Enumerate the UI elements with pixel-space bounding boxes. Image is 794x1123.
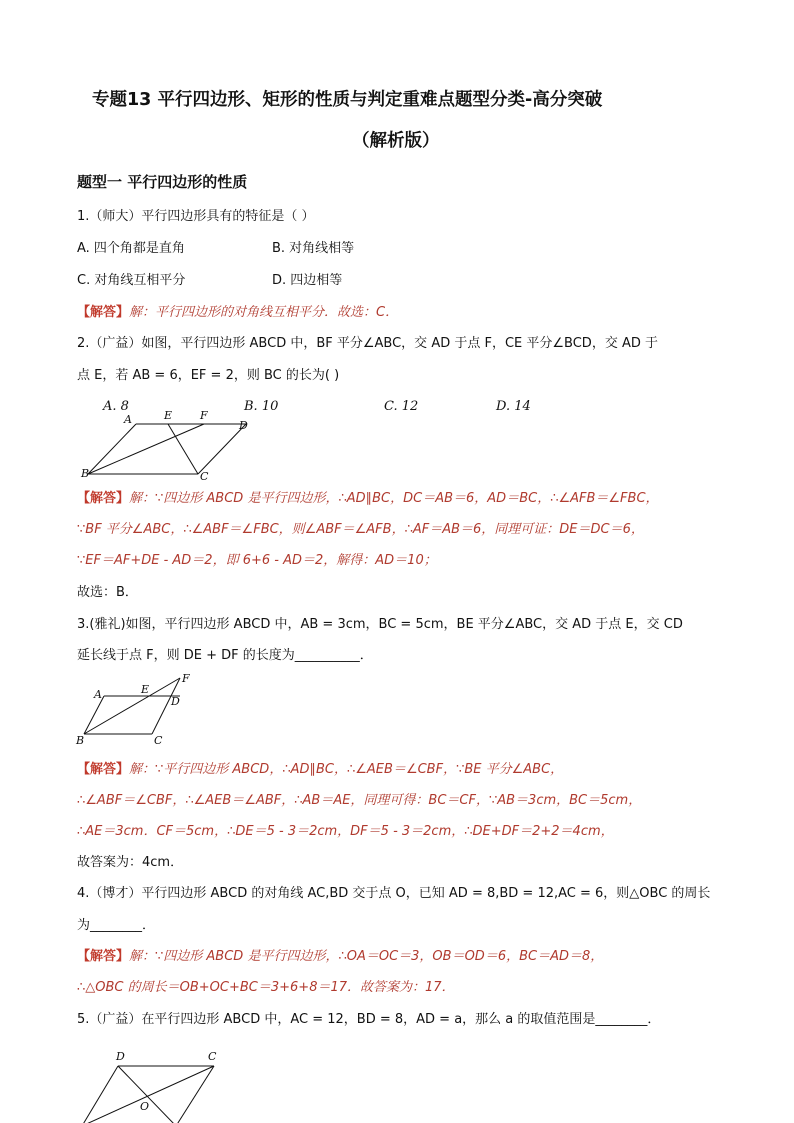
answer-label: 【解答】	[77, 762, 130, 777]
fig-label-e: E	[164, 409, 173, 422]
fig-label-c: C	[200, 470, 209, 483]
fig-label-c: C	[154, 734, 163, 747]
q2-answer-line2: ∵BF 平分∠ABC，∴∠ABF＝∠FBC，则∠ABF＝∠AFB，∴AF＝AB＝6，同理可证：DE＝DC＝6，	[77, 522, 644, 537]
fig-label-e: E	[141, 683, 150, 696]
fig-label-o: O	[140, 1100, 150, 1113]
q3-answer-line2: ∴∠ABF＝∠CBF，∴∠AEB＝∠ABF，∴AB＝AE，同理可得：BC＝CF，∵AB＝3cm，BC＝5cm，	[77, 793, 642, 808]
q2-option-b: B. 10	[244, 399, 279, 414]
q4-stem-line1: 4.（博才）平行四边形 ABCD 的对角线 AC,BD 交于点 O，已知 AD = 8,BD = 12,AC = 6，则△OBC 的周长	[77, 886, 711, 901]
q2-answer-line1	[77, 490, 659, 507]
q1-option-b: B. 对角线相等	[272, 241, 355, 256]
answer-text: 解：∵四边形 ABCD 是平行四边形，∴OA＝OC＝3，OB＝OD＝6，BC＝AD＝8，	[129, 949, 604, 964]
fig-label-b: B	[81, 467, 90, 480]
fig-label-d: D	[171, 695, 180, 708]
q2-stem-line1: 2.（广益）如图，平行四边形 ABCD 中，BF 平分∠ABC，交 AD 于点 F，CE 平分∠BCD，交 AD 于	[77, 336, 658, 351]
q1-stem: 1.（师大）平行四边形具有的特征是（ ）	[77, 209, 315, 224]
fig-label-d: D	[239, 419, 248, 432]
q1-option-d: D. 四边相等	[272, 273, 343, 288]
q5-parallelogram-figure	[76, 1046, 236, 1123]
fig-label-c: C	[208, 1050, 217, 1063]
answer-label: 【解答】	[77, 305, 130, 320]
q5-stem: 5.（广益）在平行四边形 ABCD 中，AC = 12，BD = 8，AD = a，那么 a 的取值范围是________．	[77, 1012, 661, 1027]
q3-stem-line2: 延长线于点 F，则 DE + DF 的长度为__________．	[77, 648, 373, 663]
answer-label: 【解答】	[77, 491, 130, 506]
q2-answer-line3: ∵EF＝AF+DE - AD＝2，即 6+6 - AD＝2，解得：AD＝10；	[77, 553, 437, 568]
fig-label-b: B	[76, 734, 85, 747]
fig-label-f: F	[200, 409, 208, 422]
answer-label: 【解答】	[77, 949, 130, 964]
q1-answer	[77, 304, 398, 321]
q2-answer-line4: 故选：B．	[77, 585, 138, 600]
answer-text: 解：∵平行四边形 ABCD，∴AD∥BC，∴∠AEB＝∠CBF，∵BE 平分∠ABC，	[129, 762, 564, 777]
q3-parallelogram-figure	[74, 672, 204, 750]
page-subtitle: （解析版）	[352, 131, 440, 151]
q3-answer-line1	[77, 761, 563, 778]
fig-label-d: D	[116, 1050, 125, 1063]
answer-text: 解：平行四边形的对角线互相平分．故选：C．	[129, 305, 399, 320]
fig-label-a: A	[94, 688, 102, 701]
q4-answer-line1	[77, 948, 603, 965]
q4-stem-line2: 为________．	[77, 918, 156, 933]
q2-option-c: C. 12	[384, 399, 419, 414]
q4-answer-line2: ∴△OBC 的周长＝OB+OC+BC＝3+6+8＝17．故答案为：17．	[77, 980, 455, 995]
q2-option-d: D. 14	[496, 399, 531, 414]
q3-answer-line4: 故答案为：4cm．	[77, 855, 184, 870]
fig-label-f: F	[182, 672, 190, 685]
page-title: 专题13 平行四边形、矩形的性质与判定重难点题型分类-高分突破	[92, 90, 603, 110]
q2-stem-line2: 点 E，若 AB = 6，EF = 2，则 BC 的长为( )	[77, 368, 340, 383]
answer-text: 解：∵四边形 ABCD 是平行四边形，∴AD∥BC，DC＝AB＝6，AD＝BC，∴∠AFB＝∠FBC，	[129, 491, 659, 506]
fig-label-a: A	[124, 413, 132, 426]
q3-stem-line1: 3.(雅礼)如图，平行四边形 ABCD 中，AB = 3cm，BC = 5cm，BE 平分∠ABC，交 AD 于点 E，交 CD	[77, 617, 683, 632]
section-heading: 题型一 平行四边形的性质	[77, 173, 248, 191]
q2-parallelogram-figure	[76, 406, 266, 486]
q1-option-c: C. 对角线互相平分	[77, 273, 186, 288]
q2-option-a: A. 8	[103, 399, 129, 414]
q1-option-a: A. 四个角都是直角	[77, 241, 185, 256]
q3-answer-line3: ∴AE＝3cm．CF＝5cm，∴DE＝5 - 3＝2cm，DF＝5 - 3＝2cm，∴DE+DF＝2+2＝4cm，	[77, 824, 614, 839]
